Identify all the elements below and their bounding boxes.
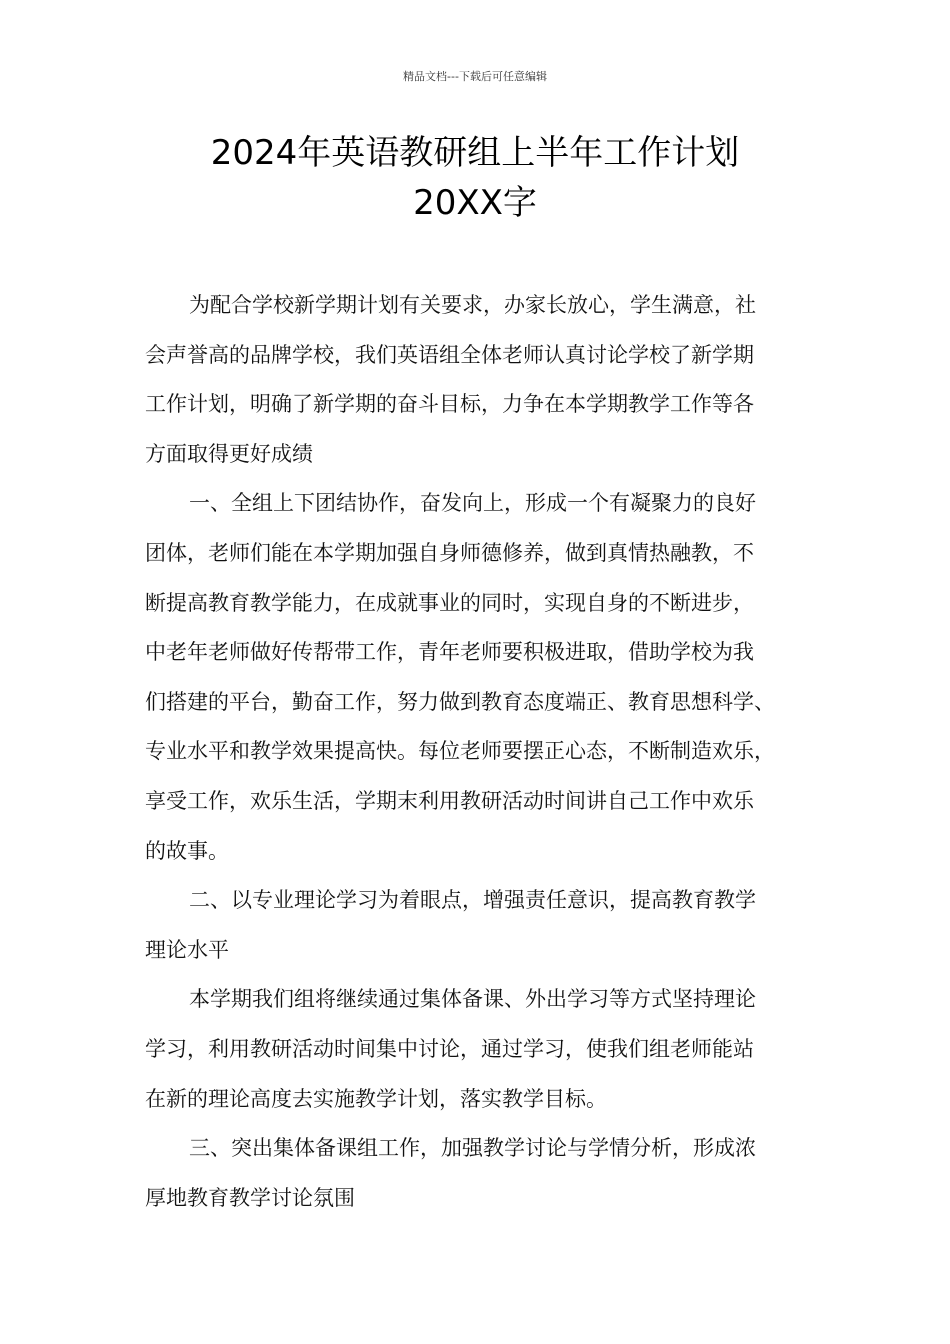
page-title	[0, 128, 950, 228]
paragraph-line: 的故事。	[145, 838, 229, 863]
paragraph-line: 厚地教育教学讨论氛围	[145, 1185, 355, 1210]
paragraph-line: 学习，利用教研活动时间集中讨论，通过学习，使我们组老师能站	[145, 1036, 754, 1061]
paragraph-line: 在新的理论高度去实施教学计划，落实教学目标。	[145, 1086, 607, 1111]
paragraph-line: 本学期我们组将继续通过集体备课、外出学习等方式坚持理论	[189, 987, 756, 1012]
paragraph-line: 工作计划，明确了新学期的奋斗目标，力争在本学期教学工作等各	[145, 392, 754, 417]
paragraph-line: 享受工作，欢乐生活，学期末利用教研活动时间讲自己工作中欢乐	[145, 788, 754, 813]
paragraph-line: 中老年老师做好传帮带工作，青年老师要积极进取，借助学校为我	[145, 640, 754, 665]
paragraph-line: 为配合学校新学期计划有关要求，办家长放心，学生满意，社	[189, 293, 756, 317]
title-line-2: 20XX字	[413, 183, 537, 223]
paragraph-line: 会声誉高的品牌学校，我们英语组全体老师认真讨论学校了新学期	[145, 342, 754, 367]
paragraph-line: 三、突出集体备课组工作，加强教学讨论与学情分析，形成浓	[189, 1136, 756, 1161]
paragraph-line: 团体，老师们能在本学期加强自身师德修养，做到真情热融教，不	[145, 540, 754, 565]
paragraph-line: 断提高教育教学能力，在成就事业的同时，实现自身的不断进步，	[145, 590, 754, 615]
paragraph-line: 方面取得更好成绩	[145, 441, 313, 466]
paragraph-line: 一、全组上下团结协作，奋发向上，形成一个有凝聚力的良好	[189, 491, 756, 516]
paragraph-line: 理论水平	[145, 937, 229, 962]
document-body	[145, 281, 825, 1223]
paragraph-line: 们搭建的平台，勤奋工作，努力做到教育态度端正、教育思想科学、	[145, 689, 775, 714]
paragraph-line: 二、以专业理论学习为着眼点，增强责任意识，提高教育教学	[189, 888, 756, 913]
paragraph-line: 专业水平和教学效果提高快。每位老师要摆正心态，不断制造欢乐，	[145, 739, 775, 764]
header-note: 精品文档---下载后可任意编辑	[403, 70, 547, 83]
title-line-1: 2024年英语教研组上半年工作计划	[210, 133, 740, 173]
